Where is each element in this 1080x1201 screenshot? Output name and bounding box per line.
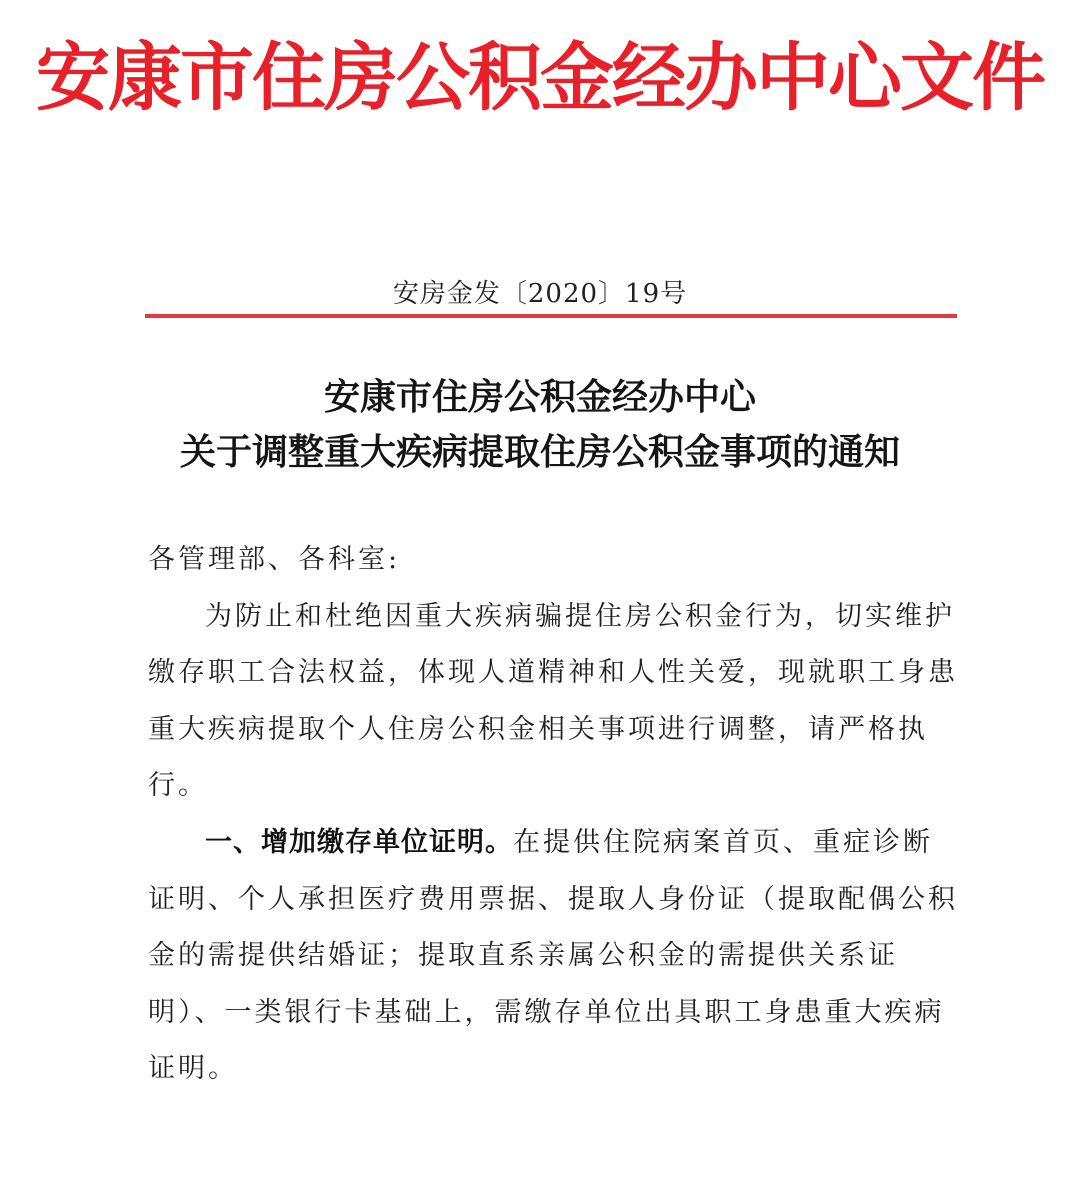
salutation: 各管理部、各科室:: [148, 544, 401, 575]
paragraph-intro: 为防止和杜绝因重大疾病骗提住房公积金行为，切实维护缴存职工合法权益，体现人道精神和人性关爱，现就职工身患重大疾病提取个人住房公积金相关事项进行调整，请严格执行。: [148, 600, 958, 802]
red-divider-line: [145, 314, 957, 318]
paragraph-section-1: [148, 815, 958, 1098]
document-number: 安房金发〔2020〕19号: [392, 279, 688, 309]
notice-body: [148, 532, 958, 1098]
section-1-text: 在提供住院病案首页、重症诊断证明、个人承担医疗费用票据、提取人身份证（提取配偶公积金的需提供结婚证；提取直系亲属公积金的需提供关系证明）、一类银行卡基础上，需缴存单位出具职工身患重大疾病证明。: [148, 826, 958, 1085]
org-file-title: 安康市住房公积金经办中心文件: [36, 35, 1044, 121]
notice-title-line-2: 关于调整重大疾病提取住房公积金事项的通知: [179, 432, 900, 473]
section-1-heading: 一、增加缴存单位证明。: [205, 826, 513, 858]
notice-title-line-1: 安康市住房公积金经办中心: [323, 377, 756, 418]
